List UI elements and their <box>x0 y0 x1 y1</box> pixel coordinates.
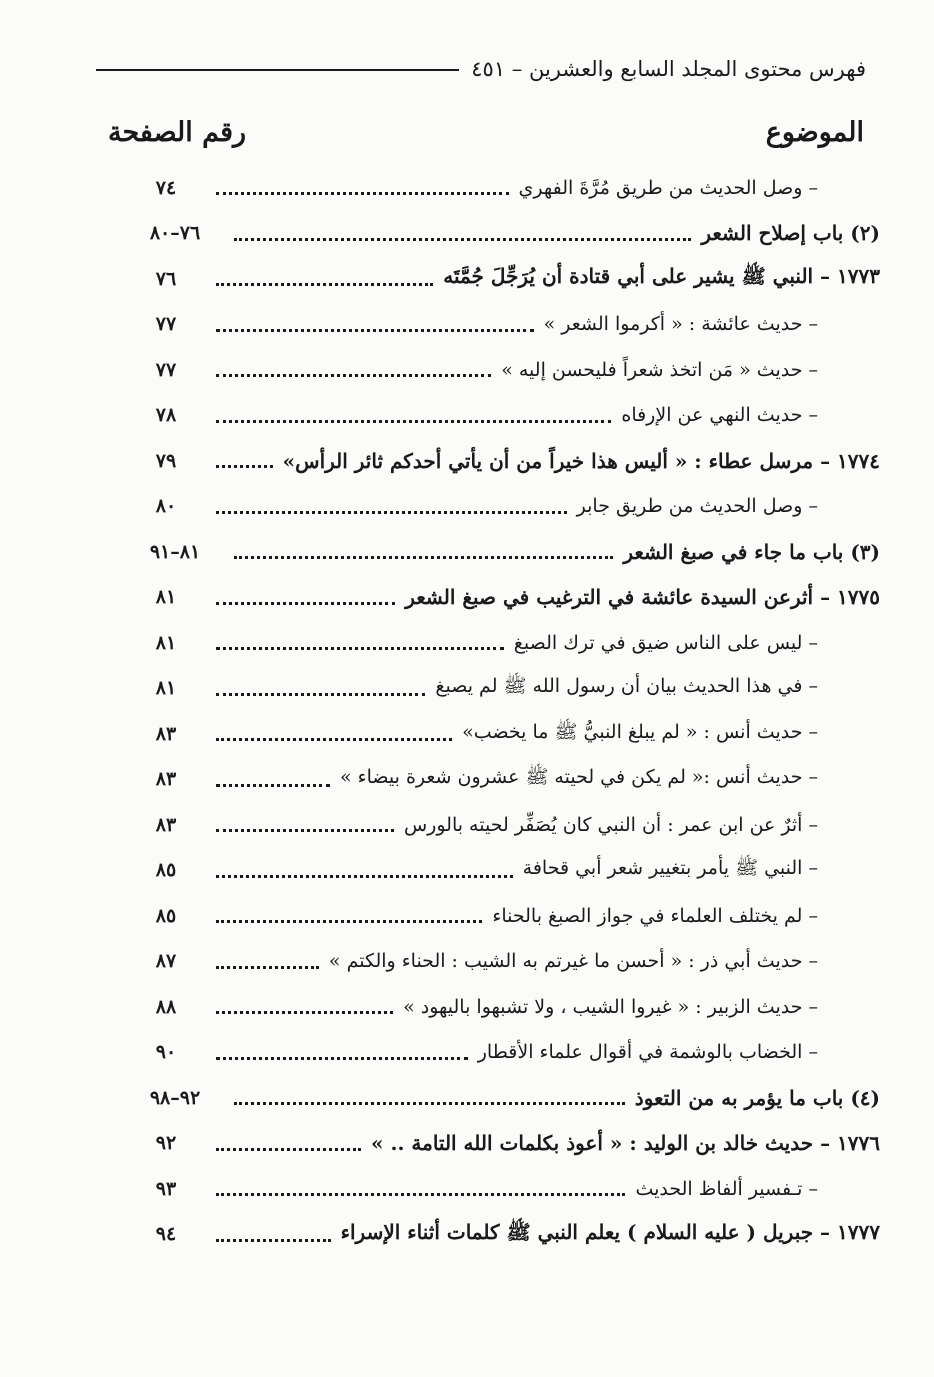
entry-page-number: ٨٧ <box>155 950 177 973</box>
hadith-entry <box>120 1212 880 1258</box>
entry-page-number: ٧٨ <box>155 404 177 427</box>
entry-subject: – حديث أبي ذر : « أحسن ما غيرتم به الشيب : الحناء والكتم » <box>328 950 818 973</box>
dot-leader <box>216 602 395 605</box>
sub-entry <box>120 393 880 439</box>
entry-page-number: ٧٦ <box>155 267 177 290</box>
index-entries <box>120 165 880 1257</box>
hadith-entry <box>120 438 880 484</box>
entry-page-number: ٨٨ <box>155 995 177 1018</box>
entry-subject: – حديث « مَن اتخذ شعراً فليحسن إليه » <box>501 358 818 381</box>
entry-subject: – ليس على الناس ضيق في ترك الصبغ <box>513 631 818 654</box>
entry-subject: (٣) باب ما جاء في صبغ الشعر <box>623 539 880 564</box>
entry-page-number: ٨١ <box>155 586 177 609</box>
dot-leader <box>216 875 513 878</box>
entry-page-number: ٨٠ <box>155 495 177 518</box>
page-column-heading: رقم الصفحة <box>108 116 247 148</box>
sub-entry <box>120 1030 880 1076</box>
entry-page-number: ٩٢–٩٨ <box>149 1086 201 1109</box>
sub-entry <box>120 620 880 666</box>
entry-page-number: ٩٠ <box>155 1041 177 1064</box>
entry-page-number: ٨٣ <box>155 813 177 836</box>
entry-page-number: ٨٣ <box>155 768 177 791</box>
entry-page-number: ٨٣ <box>155 722 177 745</box>
hadith-entry <box>120 256 880 302</box>
entry-page-number: ٨١–٩١ <box>149 540 201 563</box>
dot-leader <box>216 784 330 787</box>
entry-page-number: ٨١ <box>155 677 177 700</box>
entry-subject: ١٧٧٤ – مرسل عطاء : « أليس هذا خيراً من أن يأتي أحدكم ثائر الرأس» <box>282 448 880 473</box>
sub-entry <box>120 757 880 803</box>
entry-subject: – حديث النهي عن الإرفاه <box>621 404 818 427</box>
dot-leader <box>216 1193 625 1196</box>
entry-page-number: ٨٥ <box>155 904 177 927</box>
entry-subject: – الخضاب بالوشمة في أقوال علماء الأقطار <box>477 1041 818 1064</box>
subject-column-heading: الموضوع <box>765 116 864 148</box>
dot-leader <box>216 647 504 650</box>
sub-entry <box>120 893 880 939</box>
dot-leader <box>216 966 319 969</box>
dot-leader <box>216 1011 393 1014</box>
entry-subject: – حديث عائشة : « أكرموا الشعر » <box>543 313 818 336</box>
entry-subject: – حديث أنس : « لم يبلغ النبيُّ ﷺ ما يخضب» <box>462 720 818 743</box>
dot-leader <box>234 238 691 241</box>
entry-subject: – وصل الحديث من طريق جابر <box>576 495 818 518</box>
sub-entry <box>120 1166 880 1212</box>
dot-leader <box>216 465 273 468</box>
dot-leader <box>216 920 482 923</box>
sub-entry <box>120 347 880 393</box>
dot-leader <box>216 283 433 286</box>
entry-page-number: ٩٢ <box>155 1132 177 1155</box>
sub-entry <box>120 984 880 1030</box>
sub-entry <box>120 802 880 848</box>
dot-leader <box>216 1239 331 1242</box>
entry-subject: – تـفسير ألفاظ الحديث <box>635 1177 818 1200</box>
header-rule <box>96 69 459 71</box>
running-header <box>96 52 866 86</box>
dot-leader <box>216 420 611 423</box>
entry-subject: ١٧٧٣ – النبي ﷺ يشير على أبي قتادة أن يُرَجِّلَ جُمَّتَه <box>443 264 880 289</box>
dot-leader <box>216 1057 468 1060</box>
entry-subject: – أثرٌ عن ابن عمر : أن النبي كان يُصَفِّر لحيته بالورس <box>403 813 818 836</box>
running-title: فهرس محتوى المجلد السابع والعشرين – ٤٥١ <box>471 57 866 81</box>
sub-entry <box>120 711 880 757</box>
dot-leader <box>234 1102 625 1105</box>
entry-page-number: ٨١ <box>155 631 177 654</box>
column-headings <box>108 112 864 152</box>
entry-page-number: ٧٧ <box>155 313 177 336</box>
sub-entry <box>120 484 880 530</box>
sub-entry <box>120 302 880 348</box>
entry-subject: ١٧٧٧ – جبريل ( عليه السلام ) يعلم النبي ﷺ كلمات أثناء الإسراء <box>340 1219 880 1244</box>
sub-entry <box>120 165 880 211</box>
dot-leader <box>234 556 613 559</box>
chapter-entry <box>120 211 880 257</box>
dot-leader <box>216 829 394 832</box>
entry-page-number: ٨٥ <box>155 859 177 882</box>
sub-entry <box>120 939 880 985</box>
entry-page-number: ٩٤ <box>155 1223 177 1246</box>
entry-page-number: ٧٤ <box>155 176 177 199</box>
entry-subject: – حديث أنس :« لم يكن في لحيته ﷺ عشرون شعرة بيضاء » <box>340 766 818 789</box>
entry-subject: (٢) باب إصلاح الشعر <box>701 221 880 246</box>
entry-page-number: ٩٣ <box>155 1177 177 1200</box>
entry-subject: – في هذا الحديث بيان أن رسول الله ﷺ لم يصبغ <box>435 675 818 698</box>
entry-subject: – لم يختلف العلماء في جواز الصبغ بالحناء <box>492 904 818 927</box>
entry-subject: – النبي ﷺ يأمر بتغيير شعر أبي قحافة <box>522 857 818 880</box>
dot-leader <box>216 374 491 377</box>
entry-subject: (٤) باب ما يؤمر به من التعوذ <box>634 1085 880 1110</box>
sub-entry <box>120 848 880 894</box>
dot-leader <box>216 511 567 514</box>
entry-page-number: ٧٧ <box>155 358 177 381</box>
chapter-entry <box>120 529 880 575</box>
hadith-entry <box>120 575 880 621</box>
dot-leader <box>216 329 534 332</box>
hadith-entry <box>120 1121 880 1167</box>
entry-subject: ١٧٧٦ – حديث خالد بن الوليد : « أعوذ بكلمات الله التامة .. » <box>371 1131 880 1156</box>
entry-subject: – وصل الحديث من طريق مُرَّةَ الفهري <box>518 176 818 199</box>
sub-entry <box>120 666 880 712</box>
dot-leader <box>216 192 509 195</box>
chapter-entry <box>120 1075 880 1121</box>
dot-leader <box>216 738 452 741</box>
entry-subject: ١٧٧٥ – أثرعن السيدة عائشة في الترغيب في صبغ الشعر <box>405 585 880 610</box>
entry-page-number: ٧٦–٨٠ <box>149 222 201 245</box>
dot-leader <box>216 693 425 696</box>
dot-leader <box>216 1148 361 1151</box>
entry-page-number: ٧٩ <box>155 449 177 472</box>
entry-subject: – حديث الزبير : « غيروا الشيب ، ولا تشبهوا باليهود » <box>403 995 818 1018</box>
